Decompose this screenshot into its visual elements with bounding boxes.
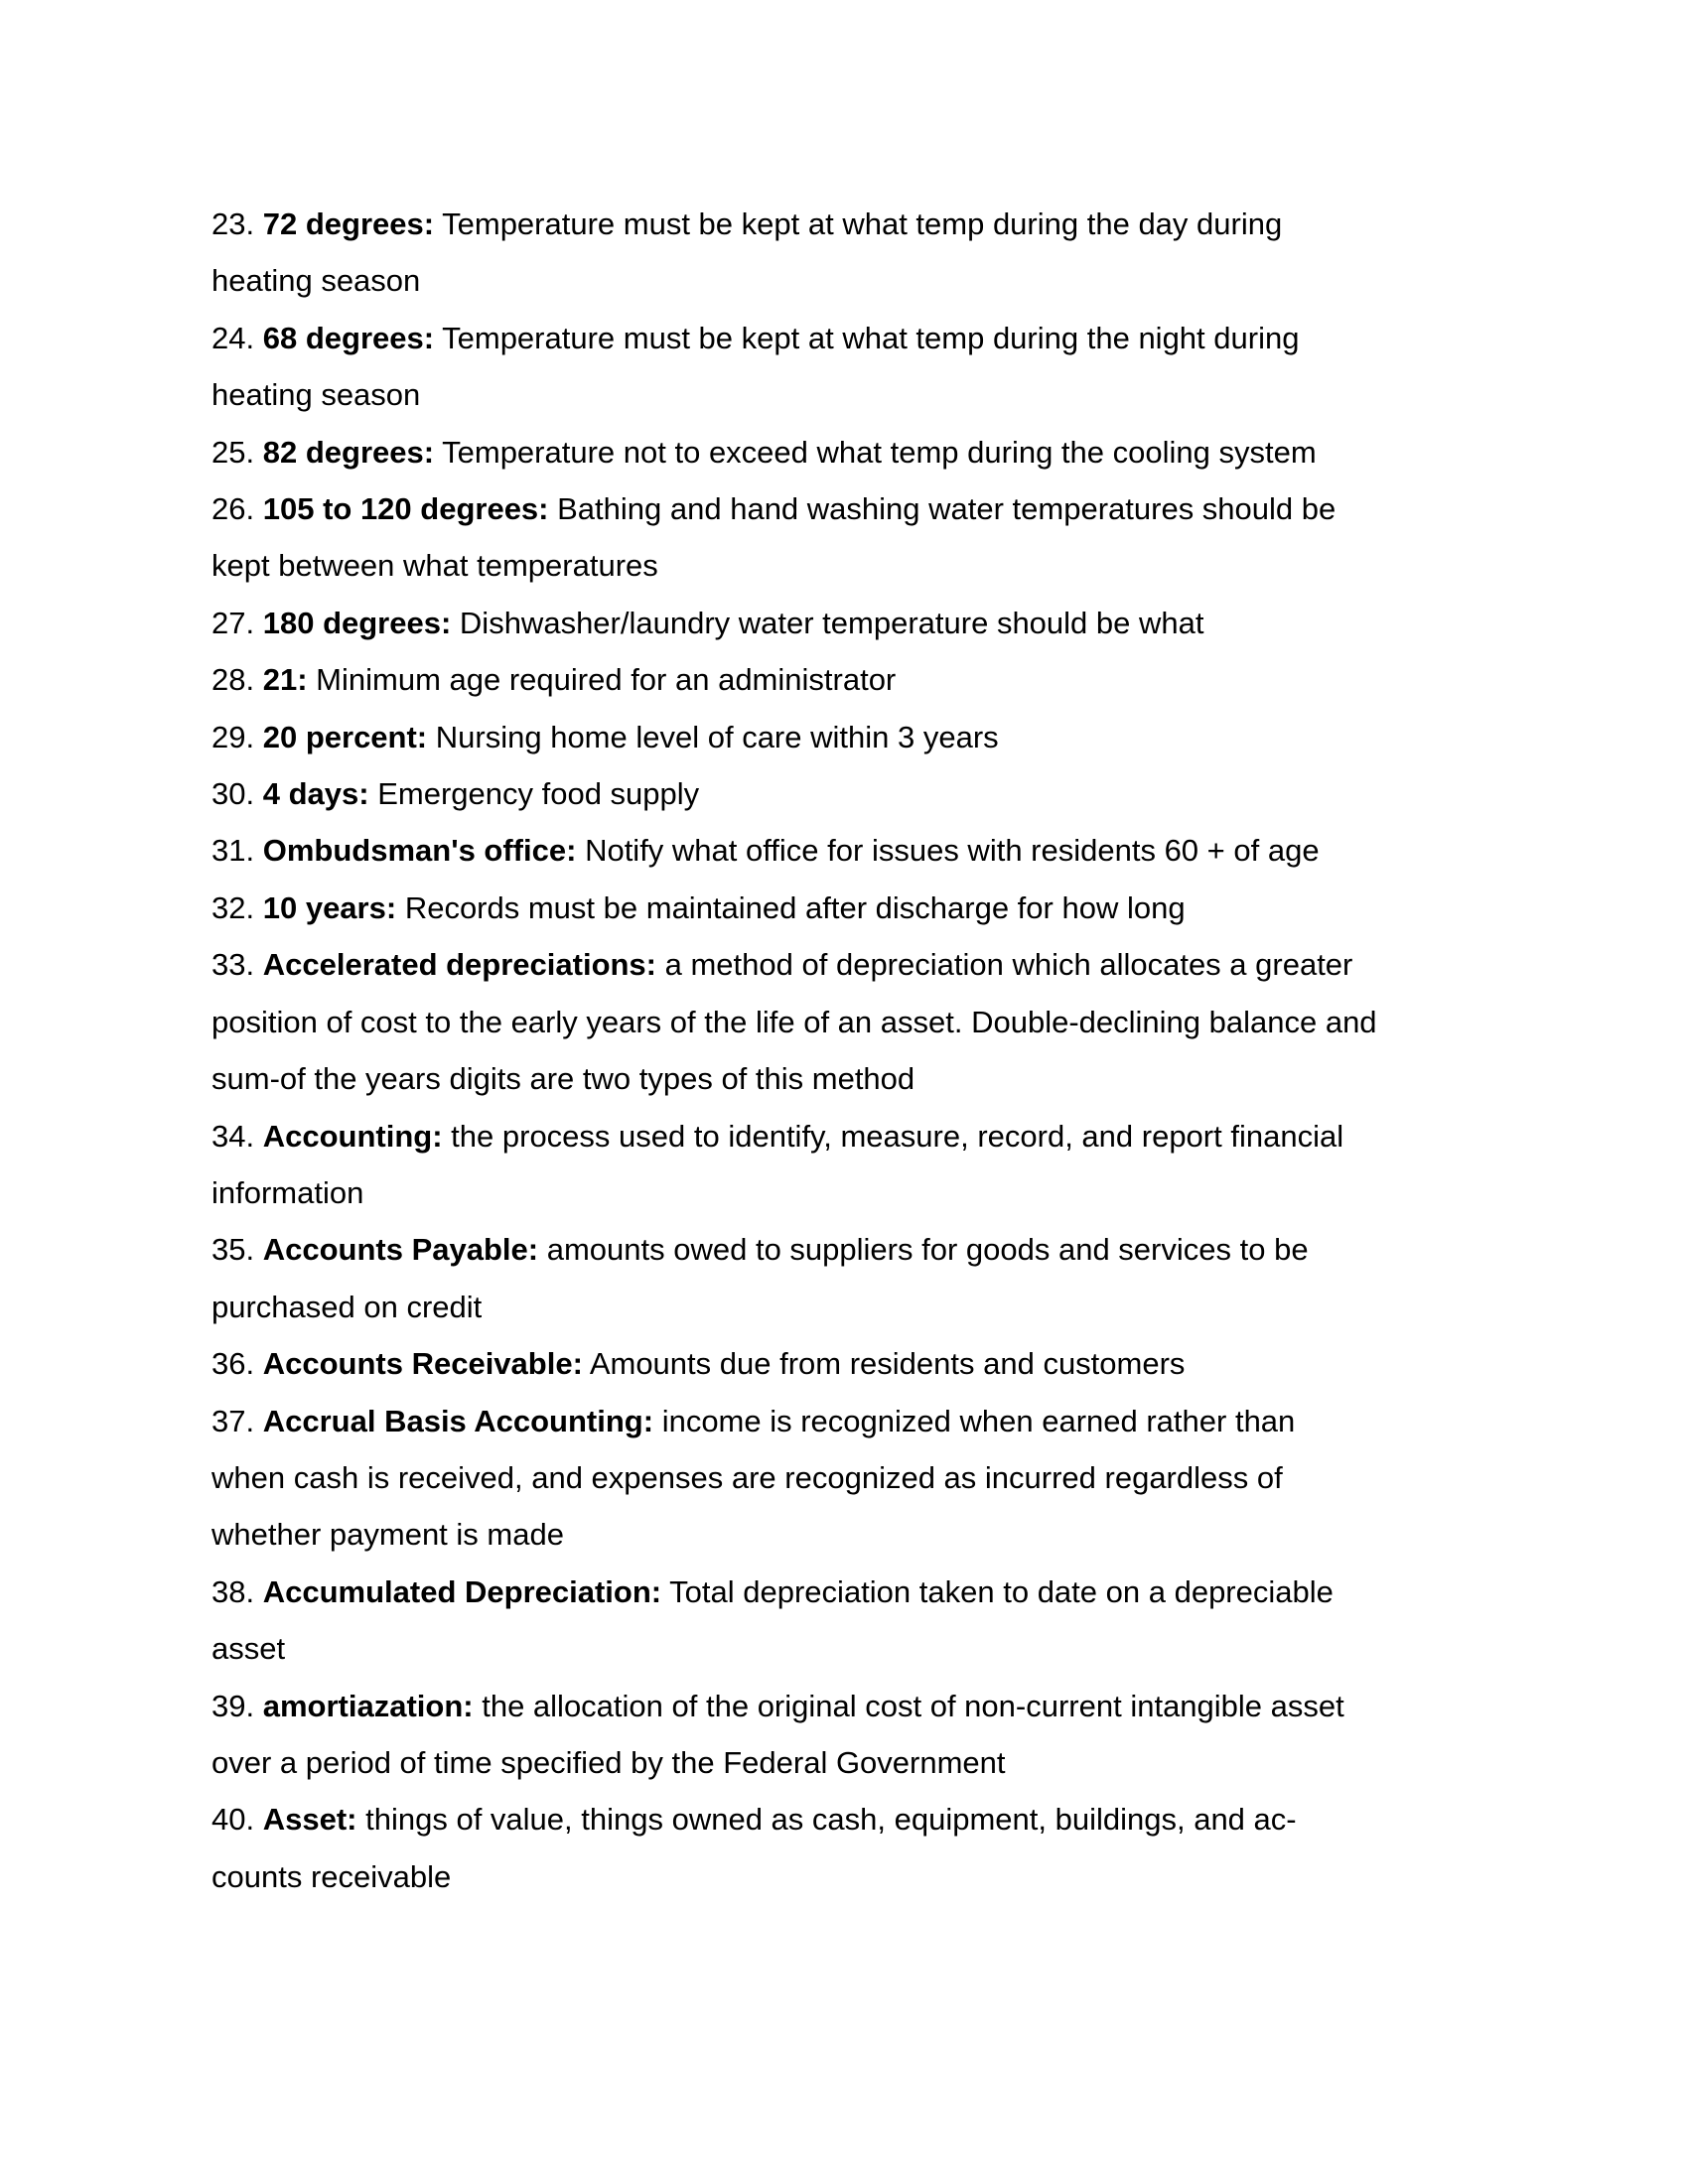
entry-definition: Total depreciation taken to date on a depreciable bbox=[669, 1573, 1334, 1609]
entry-line: over a period of time specified by the Federal Government bbox=[211, 1744, 1006, 1780]
entry-line bbox=[211, 1221, 1502, 1278]
entry-line bbox=[211, 595, 1502, 651]
entry-line bbox=[211, 1335, 1502, 1392]
glossary-entry bbox=[211, 480, 1502, 595]
glossary-entry bbox=[211, 1221, 1502, 1335]
entry-line: asset bbox=[211, 1631, 286, 1667]
entry-line bbox=[211, 196, 1502, 252]
entry-line: purchased on credit bbox=[211, 1289, 483, 1324]
glossary-entry bbox=[211, 424, 1502, 480]
entry-line: information bbox=[211, 1174, 364, 1210]
entry-term: 105 to 120 degrees: bbox=[262, 491, 549, 527]
entry-definition: a method of depreciation which allocates a greater bbox=[664, 947, 1353, 983]
entry-number: 38. bbox=[211, 1573, 255, 1609]
entry-definition: amounts owed to suppliers for goods and services to be bbox=[546, 1232, 1309, 1268]
entry-definition: Minimum age required for an administrator bbox=[316, 662, 897, 698]
entry-line: heating season bbox=[211, 263, 421, 299]
entry-line bbox=[211, 1791, 1502, 1847]
glossary-entry bbox=[211, 1335, 1502, 1392]
entry-term: Accounts Payable: bbox=[262, 1232, 539, 1268]
entry-number: 34. bbox=[211, 1118, 255, 1154]
entry-term: Ombudsman's office: bbox=[262, 833, 577, 869]
glossary-entry bbox=[211, 651, 1502, 708]
entry-number: 25. bbox=[211, 434, 255, 470]
glossary-entry bbox=[211, 936, 1502, 1107]
entry-term: 180 degrees: bbox=[262, 605, 452, 640]
entry-line bbox=[211, 936, 1502, 993]
entry-definition: Temperature not to exceed what temp during the cooling system bbox=[442, 434, 1317, 470]
entry-number: 33. bbox=[211, 947, 255, 983]
glossary-entry bbox=[211, 1564, 1502, 1678]
entry-line bbox=[211, 424, 1502, 480]
entry-definition: Temperature must be kept at what temp during the day during bbox=[442, 206, 1283, 241]
entry-term: 21: bbox=[262, 662, 308, 698]
entry-line bbox=[211, 651, 1502, 708]
entry-definition: things of value, things owned as cash, equipment, buildings, and ac- bbox=[365, 1802, 1297, 1838]
entry-definition: Amounts due from residents and customers bbox=[589, 1346, 1186, 1382]
entry-term: amortiazation: bbox=[262, 1688, 474, 1723]
entry-number: 31. bbox=[211, 833, 255, 869]
entry-term: Accumulated Depreciation: bbox=[262, 1573, 662, 1609]
glossary-entry bbox=[211, 1678, 1502, 1792]
document-page bbox=[211, 196, 1502, 1905]
entry-line bbox=[211, 765, 1502, 822]
glossary-entry bbox=[211, 1108, 1502, 1222]
glossary-entry bbox=[211, 709, 1502, 765]
entry-term: Accelerated depreciations: bbox=[262, 947, 656, 983]
glossary-entry bbox=[211, 310, 1502, 424]
entry-line bbox=[211, 880, 1502, 936]
entry-line bbox=[211, 709, 1502, 765]
entry-number: 26. bbox=[211, 491, 255, 527]
entry-term: 10 years: bbox=[262, 889, 397, 925]
glossary-entry bbox=[211, 880, 1502, 936]
entry-number: 30. bbox=[211, 776, 255, 812]
entry-term: Accounting: bbox=[262, 1118, 443, 1154]
entry-definition: Bathing and hand washing water temperatures should be bbox=[557, 491, 1336, 527]
entry-term: 68 degrees: bbox=[262, 320, 435, 355]
entry-line: kept between what temperatures bbox=[211, 548, 658, 584]
entry-line bbox=[211, 1393, 1502, 1449]
entry-line: sum-of the years digits are two types of this method bbox=[211, 1061, 915, 1097]
entry-definition: Notify what office for issues with residents 60 + of age bbox=[585, 833, 1320, 869]
entry-number: 40. bbox=[211, 1802, 255, 1838]
entry-number: 36. bbox=[211, 1346, 255, 1382]
entry-definition: income is recognized when earned rather than bbox=[661, 1403, 1296, 1438]
glossary-entry bbox=[211, 1393, 1502, 1564]
entry-term: 4 days: bbox=[262, 776, 369, 812]
entry-definition: Nursing home level of care within 3 years bbox=[435, 719, 999, 754]
entry-line: counts receivable bbox=[211, 1858, 452, 1894]
entry-number: 24. bbox=[211, 320, 255, 355]
entry-line bbox=[211, 1108, 1502, 1164]
entry-line: whether payment is made bbox=[211, 1517, 564, 1553]
glossary-entry bbox=[211, 196, 1502, 310]
entry-number: 32. bbox=[211, 889, 255, 925]
entry-number: 29. bbox=[211, 719, 255, 754]
entry-definition: the process used to identify, measure, record, and report financial bbox=[451, 1118, 1344, 1154]
entry-number: 35. bbox=[211, 1232, 255, 1268]
entry-line: position of cost to the early years of the life of an asset. Double-declining balance and bbox=[211, 1004, 1377, 1039]
entry-line bbox=[211, 480, 1502, 537]
entry-term: 72 degrees: bbox=[262, 206, 435, 241]
glossary-entry bbox=[211, 822, 1502, 879]
entry-number: 37. bbox=[211, 1403, 255, 1438]
glossary-entry bbox=[211, 595, 1502, 651]
entry-number: 23. bbox=[211, 206, 255, 241]
entry-definition: Dishwasher/laundry water temperature should be what bbox=[459, 605, 1204, 640]
entry-line: when cash is received, and expenses are recognized as incurred regardless of bbox=[211, 1459, 1283, 1495]
entry-line: heating season bbox=[211, 377, 421, 413]
entry-definition: Temperature must be kept at what temp during the night during bbox=[442, 320, 1300, 355]
entry-line bbox=[211, 1678, 1502, 1734]
entry-line bbox=[211, 310, 1502, 366]
glossary-entry bbox=[211, 765, 1502, 822]
entry-number: 28. bbox=[211, 662, 255, 698]
entry-term: 82 degrees: bbox=[262, 434, 435, 470]
entry-term: Asset: bbox=[262, 1802, 357, 1838]
entry-term: 20 percent: bbox=[262, 719, 428, 754]
entry-term: Accrual Basis Accounting: bbox=[262, 1403, 654, 1438]
entry-line bbox=[211, 1564, 1502, 1620]
entry-definition: Records must be maintained after discharge for how long bbox=[404, 889, 1186, 925]
entry-definition: the allocation of the original cost of non-current intangible asset bbox=[482, 1688, 1344, 1723]
entry-number: 27. bbox=[211, 605, 255, 640]
entry-definition: Emergency food supply bbox=[377, 776, 700, 812]
entry-number: 39. bbox=[211, 1688, 255, 1723]
glossary-entry bbox=[211, 1791, 1502, 1905]
entry-line bbox=[211, 822, 1502, 879]
entry-term: Accounts Receivable: bbox=[262, 1346, 583, 1382]
